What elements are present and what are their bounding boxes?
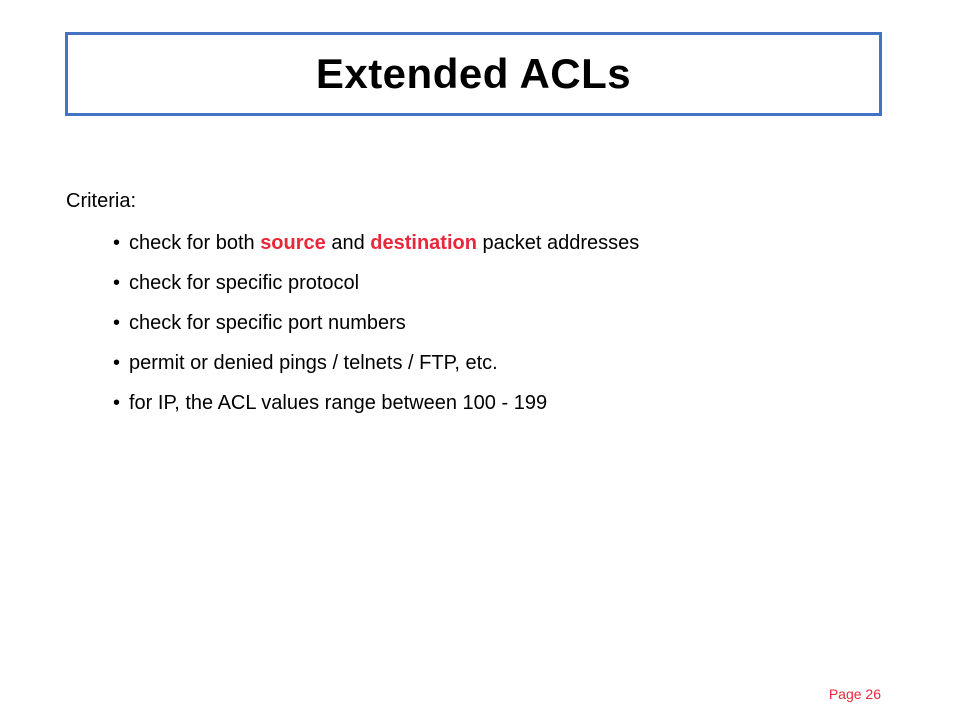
bullet-text: check for specific port numbers xyxy=(129,312,406,334)
bullet-icon: • xyxy=(113,392,121,414)
slide-title: Extended ACLs xyxy=(315,50,632,97)
bullet-icon: • xyxy=(113,352,121,374)
bullet-text-pre: check for both xyxy=(129,232,261,254)
list-item xyxy=(113,230,639,270)
list-item xyxy=(113,390,639,430)
highlight-source: source xyxy=(260,232,326,254)
title-box xyxy=(65,32,882,116)
criteria-list xyxy=(113,230,639,430)
list-item xyxy=(113,270,639,310)
bullet-icon: • xyxy=(113,312,121,334)
bullet-text: for IP, the ACL values range between 100 - 199 xyxy=(129,392,548,414)
bullet-text-post: packet addresses xyxy=(476,232,640,254)
bullet-text: permit or denied pings / telnets / FTP, etc. xyxy=(129,352,498,374)
bullet-icon: • xyxy=(113,232,121,254)
criteria-heading: Criteria: xyxy=(66,190,137,212)
bullet-text-mid: and xyxy=(325,232,371,254)
highlight-destination: destination xyxy=(370,232,477,254)
bullet-icon: • xyxy=(113,272,121,294)
list-item xyxy=(113,310,639,350)
bullet-text: check for specific protocol xyxy=(129,272,360,294)
list-item xyxy=(113,350,639,390)
page-number: Page 26 xyxy=(828,686,881,702)
